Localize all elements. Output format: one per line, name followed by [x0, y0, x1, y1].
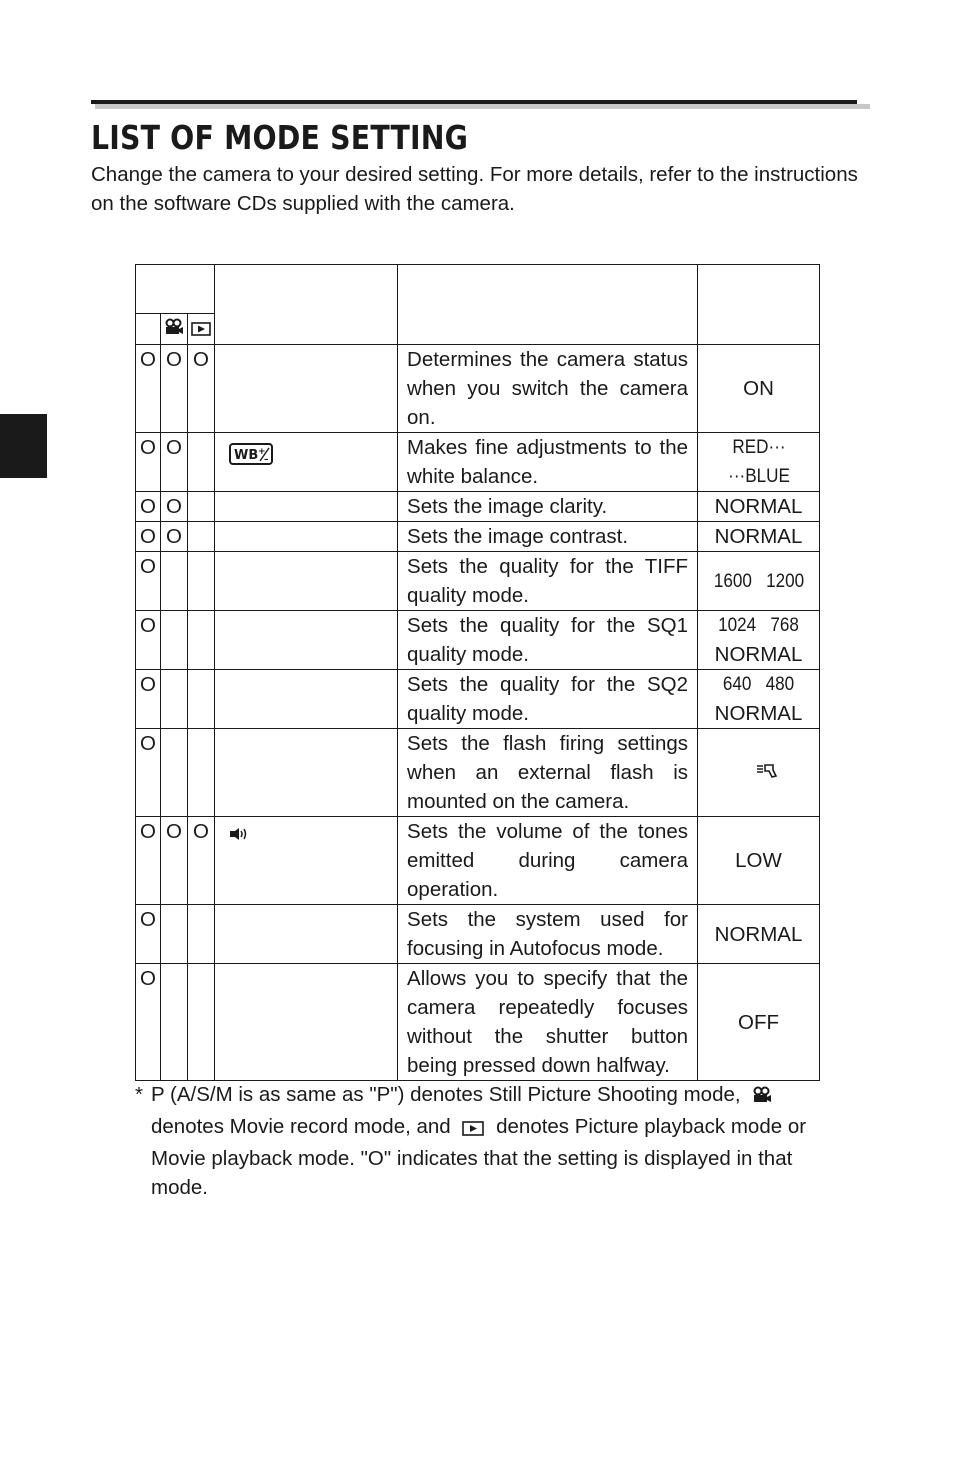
playback-mark: [188, 552, 215, 611]
setting-cell: [215, 964, 398, 1081]
table-row: [136, 670, 820, 729]
still-mark: O: [136, 345, 161, 433]
description-cell: Sets the quality for the SQ2 quality mode.: [398, 670, 698, 729]
default-cell: NORMAL: [698, 905, 820, 964]
movie-mark: O: [161, 492, 188, 522]
still-mark: O: [136, 964, 161, 1081]
table-row: [136, 905, 820, 964]
footnote: [135, 1080, 835, 1202]
intro-text: Change the camera to your desired setting. For more details, refer to the instructions on the software CDs supplied with the camera.: [91, 163, 858, 215]
setting-cell: [215, 433, 398, 492]
still-mark: O: [136, 729, 161, 817]
playback-mark: [188, 729, 215, 817]
default-cell: NORMAL: [698, 522, 820, 552]
setting-cell: [215, 492, 398, 522]
movie-mark: O: [161, 817, 188, 905]
footnote-part1: P (A/S/M is as same as "P") denotes Still Picture Shooting mode,: [151, 1083, 741, 1106]
still-mark: O: [136, 552, 161, 611]
wb-adjust-icon: [229, 443, 273, 473]
movie-mark: O: [161, 522, 188, 552]
setting-cell: [215, 817, 398, 905]
default-size: 640 480: [722, 674, 795, 696]
description-cell: Allows you to specify that the camera repeatedly focuses without the shutter button being pressed down halfway.: [398, 964, 698, 1081]
movie-camera-icon: [752, 1083, 772, 1112]
footnote-text: [151, 1080, 835, 1202]
still-mark: O: [136, 522, 161, 552]
default-quality: NORMAL: [714, 702, 803, 726]
table-row: [136, 964, 820, 1081]
table-row: [136, 433, 820, 492]
default-cell: [698, 611, 820, 670]
setting-header-cell: [215, 265, 398, 345]
playback-icon: [462, 1115, 484, 1144]
default-cell: [698, 729, 820, 817]
table-row: [136, 817, 820, 905]
still-mark: O: [136, 817, 161, 905]
speaker-volume-icon: [229, 821, 249, 850]
description-cell: Determines the camera status when you switch the camera on.: [398, 345, 698, 433]
table-row: [136, 611, 820, 670]
still-mark: O: [136, 433, 161, 492]
still-mark: O: [136, 670, 161, 729]
default-cell: NORMAL: [698, 492, 820, 522]
movie-mark: [161, 552, 188, 611]
external-flash-icon: [756, 759, 778, 788]
playback-mark: [188, 522, 215, 552]
still-mark: O: [136, 905, 161, 964]
chapter-side-tab: [0, 414, 47, 478]
description-cell: Sets the system used for focusing in Autofocus mode.: [398, 905, 698, 964]
movie-mode-cell: [161, 314, 188, 345]
movie-camera-icon: [164, 315, 184, 344]
description-cell: Sets the quality for the SQ1 quality mode.: [398, 611, 698, 670]
playback-mark: [188, 905, 215, 964]
playback-mark: [188, 611, 215, 670]
playback-mark: [188, 670, 215, 729]
default-header-cell: [698, 265, 820, 345]
mode-settings-table: [135, 264, 820, 1081]
still-mode-cell: [136, 314, 161, 345]
default-cell: ON: [698, 345, 820, 433]
footnote-marker: *: [135, 1083, 143, 1106]
setting-cell: [215, 552, 398, 611]
description-header-cell: [398, 265, 698, 345]
playback-mark: O: [188, 345, 215, 433]
description-cell: Sets the flash firing settings when an external flash is mounted on the camera.: [398, 729, 698, 817]
setting-cell: [215, 522, 398, 552]
movie-mark: [161, 964, 188, 1081]
playback-mark: [188, 964, 215, 1081]
description-cell: Sets the image clarity.: [398, 492, 698, 522]
table-row: [136, 729, 820, 817]
description-cell: Sets the volume of the tones emitted during camera operation.: [398, 817, 698, 905]
table-row: [136, 522, 820, 552]
movie-mark: [161, 729, 188, 817]
svg-text:WB: WB: [234, 448, 259, 464]
default-cell: LOW: [698, 817, 820, 905]
top-rule-shadow: [95, 104, 870, 109]
default-cell: [698, 670, 820, 729]
setting-cell: [215, 670, 398, 729]
table-row: [136, 492, 820, 522]
setting-cell: [215, 905, 398, 964]
playback-mode-cell: [188, 314, 215, 345]
movie-mark: [161, 611, 188, 670]
still-mark: O: [136, 492, 161, 522]
description-cell: Sets the image contrast.: [398, 522, 698, 552]
default-cell: 1600 1200: [704, 552, 814, 611]
page-title: LIST OF MODE SETTING: [91, 118, 469, 157]
default-size: 1024 768: [718, 615, 799, 637]
svg-text:+: +: [258, 447, 266, 458]
default-cell: RED··· ···BLUE: [704, 433, 814, 492]
default-cell: OFF: [698, 964, 820, 1081]
svg-text:–: –: [264, 455, 269, 466]
playback-mark: [188, 492, 215, 522]
playback-mark: O: [188, 817, 215, 905]
movie-mark: O: [161, 345, 188, 433]
playback-mark: [188, 433, 215, 492]
movie-mark: [161, 905, 188, 964]
setting-cell: [215, 611, 398, 670]
table-row: [136, 345, 820, 433]
still-mark: O: [136, 611, 161, 670]
footnote-part2: denotes Movie record mode, and: [151, 1115, 451, 1138]
table-header-row: [136, 265, 820, 314]
movie-mark: [161, 670, 188, 729]
description-cell: Sets the quality for the TIFF quality mode.: [398, 552, 698, 611]
movie-mark: O: [161, 433, 188, 492]
playback-icon: [191, 315, 211, 344]
description-cell: Makes fine adjustments to the white balance.: [398, 433, 698, 492]
setting-cell: [215, 729, 398, 817]
default-quality: NORMAL: [714, 643, 803, 667]
table-row: [136, 552, 820, 611]
setting-cell: [215, 345, 398, 433]
mode-header-cell: [136, 265, 215, 314]
footnote-part3: denotes Picture playback mode or Movie playback mode. "O" indicates that the setting is displayed in that mode.: [151, 1115, 807, 1199]
